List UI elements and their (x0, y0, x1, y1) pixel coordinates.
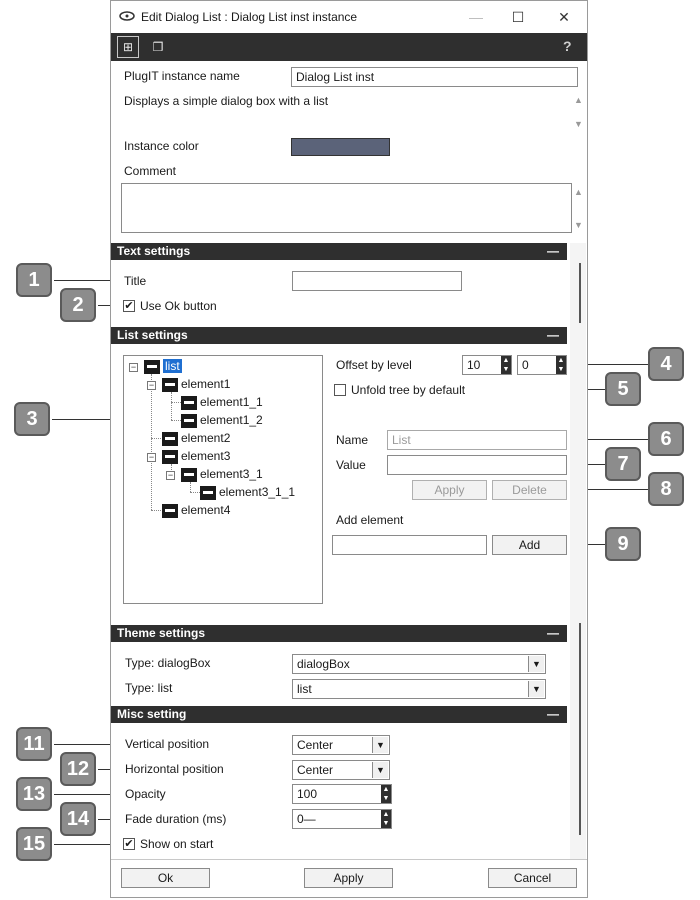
callout-8: 8 (648, 472, 684, 506)
tree-node-label: element3_1 (200, 467, 263, 481)
tree-node[interactable] (162, 449, 230, 464)
unfold-label: Unfold tree by default (351, 383, 466, 397)
maximize-icon[interactable]: ☐ (511, 9, 525, 25)
list-type-value: list (297, 682, 312, 696)
title-label: Title (124, 274, 147, 288)
dialogbox-type-select[interactable] (292, 654, 546, 674)
tree-node[interactable] (162, 377, 230, 392)
instance-description: Displays a simple dialog box with a list (124, 94, 329, 108)
list-node-icon (200, 486, 216, 500)
comment-scroll-down-icon[interactable]: ▼ (574, 220, 583, 230)
offset-input-1[interactable] (462, 355, 512, 375)
chevron-down-icon[interactable]: ▼ (528, 681, 544, 697)
list-node-icon (181, 468, 197, 482)
callout-13: 13 (16, 777, 52, 811)
callout-14: 14 (60, 802, 96, 836)
minimize-icon[interactable]: — (469, 9, 483, 25)
list-node-icon (162, 432, 178, 446)
dialogbox-type-value: dialogBox (297, 657, 350, 671)
theme-settings-title: Theme settings (117, 626, 206, 640)
tree-node[interactable] (144, 359, 182, 374)
tree-node-label: element1_1 (200, 395, 263, 409)
list-settings-header[interactable] (111, 327, 567, 344)
callout-12: 12 (60, 752, 96, 786)
delete-element-button[interactable]: Delete (492, 480, 567, 500)
tree-node-label: element1 (181, 377, 231, 391)
tree-node[interactable] (162, 431, 230, 446)
footer-divider (111, 859, 587, 860)
spinner-icon[interactable]: ▲ ▼ (382, 811, 390, 827)
tree-guide (151, 510, 161, 511)
close-icon[interactable]: ✕ (558, 9, 570, 25)
show-on-start-label: Show on start (140, 837, 214, 851)
spinner-icon[interactable]: ▲ ▼ (382, 786, 390, 802)
use-ok-label: Use Ok button (140, 299, 217, 313)
tree-guide (171, 420, 181, 421)
toolbar (111, 33, 587, 61)
title-bar[interactable] (111, 1, 587, 33)
fade-duration-input[interactable] (292, 809, 392, 829)
comment-textarea[interactable] (121, 183, 572, 233)
tree-node-label: element4 (181, 503, 231, 517)
comment-scroll-up-icon[interactable]: ▲ (574, 187, 583, 197)
callout-4: 4 (648, 347, 684, 381)
vertical-position-value: Center (297, 738, 334, 752)
cancel-button[interactable]: Cancel (488, 868, 577, 888)
list-tree[interactable] (123, 355, 323, 604)
settings-scrollbar[interactable] (570, 243, 586, 859)
tree-node[interactable] (181, 413, 263, 428)
tree-node-label: element3_1_1 (219, 485, 296, 499)
text-settings-header[interactable] (111, 243, 567, 260)
list-node-icon (162, 504, 178, 518)
name-label: Name (336, 433, 369, 447)
chevron-down-icon[interactable]: ▼ (372, 737, 388, 753)
horizontal-position-label: Horizontal position (125, 762, 224, 776)
opacity-label: Opacity (125, 787, 166, 801)
instance-name-input[interactable]: Dialog List inst (291, 67, 578, 87)
description-scroll-down-icon[interactable]: ▼ (574, 119, 583, 129)
spinner-icon[interactable]: ▲ ▼ (502, 357, 510, 373)
callout-2: 2 (60, 288, 96, 322)
vertical-position-select[interactable] (292, 735, 390, 755)
callout-5: 5 (605, 372, 641, 406)
collapse-icon[interactable]: — (547, 707, 559, 721)
callout-1: 1 (16, 263, 52, 297)
offset-input-2[interactable] (517, 355, 567, 375)
instance-name-label: PlugIT instance name (124, 69, 240, 83)
tree-expander-icon[interactable]: − (148, 380, 155, 390)
tree-node[interactable] (181, 467, 263, 482)
callout-15: 15 (16, 827, 52, 861)
tree-node-label: list (165, 359, 180, 373)
list-node-icon (181, 414, 197, 428)
opacity-input[interactable] (292, 784, 392, 804)
tree-node-label: element1_2 (200, 413, 263, 427)
instance-color-swatch[interactable] (291, 138, 390, 156)
horizontal-position-value: Center (297, 763, 334, 777)
tree-expander-icon[interactable]: − (167, 470, 174, 480)
tree-guide (151, 374, 152, 510)
name-input[interactable]: List (387, 430, 567, 450)
cube-icon[interactable]: ❒ (152, 40, 164, 54)
tree-guide (190, 482, 191, 492)
tree-node-label: element3 (181, 449, 231, 463)
add-element-label: Add element (336, 513, 404, 527)
ok-button[interactable]: Ok (121, 868, 210, 888)
title-input[interactable] (292, 271, 462, 291)
callout-6: 6 (648, 422, 684, 456)
callout-3: 3 (14, 402, 50, 436)
unfold-checkbox[interactable] (334, 384, 346, 396)
list-node-icon (162, 378, 178, 392)
horizontal-position-select[interactable] (292, 760, 390, 780)
tree-guide (190, 492, 200, 493)
offset-value-2: 0 (522, 358, 529, 372)
settings-scrollbar-thumb[interactable] (579, 263, 581, 323)
callout-11: 11 (16, 727, 52, 761)
apply-element-button[interactable]: Apply (412, 480, 487, 500)
theme-settings-header[interactable] (111, 625, 567, 642)
tree-node-label: element2 (181, 431, 231, 445)
comment-label: Comment (124, 164, 177, 178)
vertical-position-label: Vertical position (125, 737, 210, 751)
help-icon[interactable]: ? (563, 38, 572, 54)
offset-value-1: 10 (467, 358, 481, 372)
dialogbox-type-label: Type: dialogBox (125, 656, 211, 670)
list-settings-title: List settings (117, 328, 188, 342)
add-element-input[interactable] (332, 535, 487, 555)
settings-scrollbar-thumb-2[interactable] (579, 623, 581, 835)
tree-structure-icon[interactable]: ⊞ (117, 36, 139, 58)
chevron-down-icon[interactable]: ▼ (372, 762, 388, 778)
misc-setting-header[interactable] (111, 706, 567, 723)
value-label: Value (336, 458, 366, 472)
fade-duration-value: 0— (297, 812, 316, 826)
value-input[interactable] (387, 455, 567, 475)
description-scroll-up-icon[interactable]: ▲ (574, 95, 583, 105)
list-node-icon (181, 396, 197, 410)
callout-9: 9 (605, 527, 641, 561)
tree-expander-icon[interactable]: − (148, 452, 155, 462)
dialog-window (110, 0, 588, 898)
text-settings-title: Text settings (117, 244, 191, 258)
list-type-select[interactable] (292, 679, 546, 699)
tree-guide (151, 438, 161, 439)
offset-label: Offset by level (336, 358, 412, 372)
tree-guide (171, 392, 172, 420)
opacity-value: 100 (297, 787, 318, 801)
chevron-down-icon[interactable]: ▼ (528, 656, 544, 672)
spinner-icon[interactable]: ▲ ▼ (557, 357, 565, 373)
callout-7: 7 (605, 447, 641, 481)
show-on-start-checkbox[interactable]: ✔ (124, 838, 134, 850)
apply-button[interactable]: Apply (304, 868, 393, 888)
instance-color-label: Instance color (124, 139, 199, 153)
tree-node[interactable] (162, 503, 230, 518)
misc-setting-title: Misc setting (117, 707, 187, 721)
tree-guide (171, 402, 181, 403)
tree-expander-icon[interactable]: − (130, 362, 137, 372)
add-element-button[interactable]: Add (492, 535, 567, 555)
list-node-icon (162, 450, 178, 464)
fade-duration-label: Fade duration (ms) (125, 812, 227, 826)
tree-node[interactable] (181, 395, 263, 410)
dialog-glyph-icon (119, 10, 135, 22)
window-title: Edit Dialog List : Dialog List inst instance (141, 10, 358, 24)
use-ok-checkbox[interactable]: ✔ (124, 300, 134, 312)
collapse-icon[interactable]: — (547, 244, 559, 258)
list-node-icon (144, 360, 160, 374)
list-type-label: Type: list (125, 681, 173, 695)
tree-node[interactable] (200, 485, 295, 500)
collapse-icon[interactable]: — (547, 626, 559, 640)
collapse-icon[interactable]: — (547, 328, 559, 342)
